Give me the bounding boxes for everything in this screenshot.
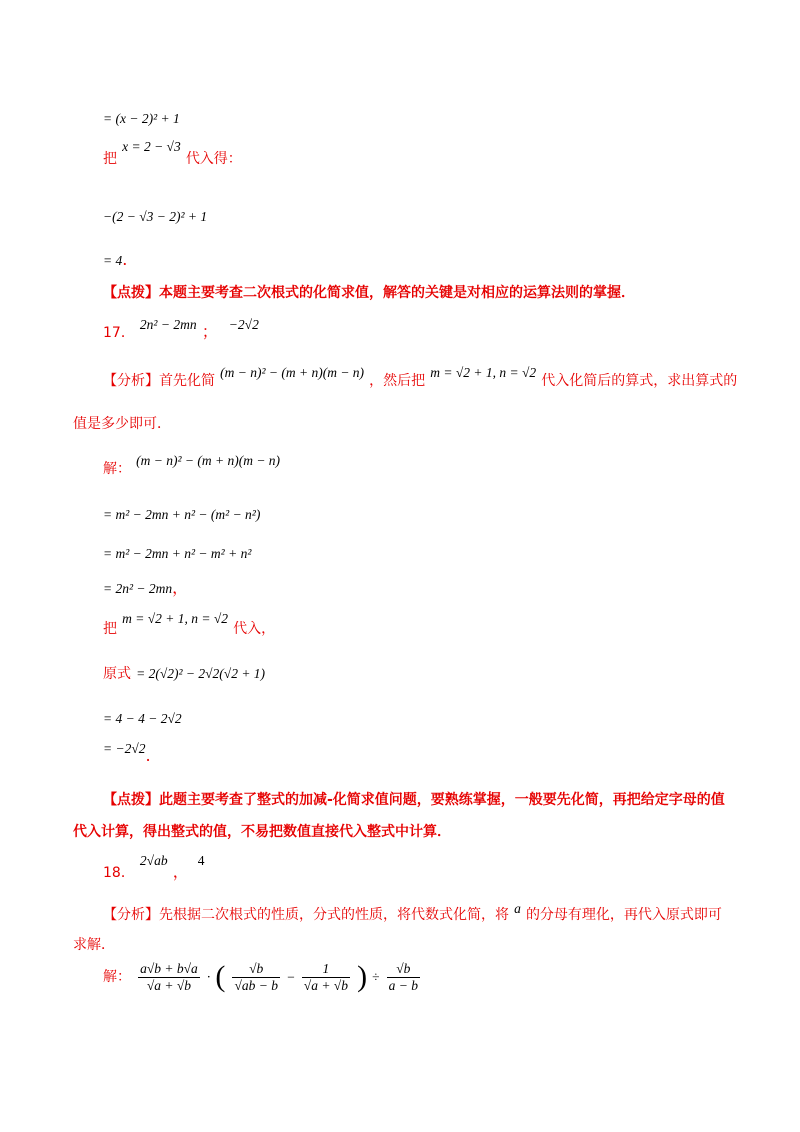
- q17-note-line-2: 代入计算，得出整式的值，不易把数值直接代入整式中计算．: [73, 824, 451, 840]
- q17-analysis-middle: ，然后把: [369, 373, 426, 389]
- q18-fraction-4-numerator: √b: [387, 962, 420, 978]
- q17-substitution-line: [103, 611, 276, 637]
- q17-substitution-suffix: 代入，: [233, 621, 276, 637]
- q17-answer-1: 2n² − 2mn: [139, 317, 197, 332]
- q18-fraction-1-denominator: √a + √b: [146, 977, 192, 993]
- q17-original-line: [103, 665, 265, 681]
- q18-separator: ，: [172, 862, 189, 881]
- q17-note-line-1: 【点拨】此题主要考查了整式的加减-化简求值问题，要熟练掌握，一般要先化简，再把给定字母的值: [103, 792, 725, 808]
- q18-divide-sign: ÷: [372, 969, 380, 985]
- q18-fraction-3: [302, 962, 350, 992]
- q17-solution-line-1: [103, 452, 281, 477]
- substitution-suffix: 代入得：: [185, 151, 242, 167]
- q18-fraction-3-numerator: 1: [302, 962, 350, 978]
- q17-solution-line-3: = m² − 2mn + n² − m² + n²: [103, 546, 252, 561]
- equation-result: = 4: [103, 253, 123, 268]
- q18-multiply-dot: ·: [206, 969, 211, 985]
- q17-result-final: = −2√2: [103, 741, 146, 756]
- q17-separator: ；: [201, 322, 218, 341]
- q18-fraction-2-denominator: √ab − b: [234, 977, 278, 993]
- q17-simplified-comma: ，: [172, 578, 189, 597]
- q17-analysis-expression: (m − n)² − (m + n)(m − n): [220, 365, 365, 380]
- q17-solution-expression: (m − n)² − (m + n)(m − n): [136, 453, 281, 468]
- q18-analysis-line-1: [103, 901, 722, 923]
- q18-fraction-2-numerator: √b: [232, 962, 280, 978]
- q17-result-period: .: [145, 746, 151, 765]
- equation-result-period: .: [122, 250, 128, 269]
- q18-analysis-variable: a: [514, 901, 521, 916]
- q18-left-paren: (: [215, 960, 226, 993]
- q18-answer-2: 4: [197, 853, 205, 868]
- q17-original-expression: = 2(√2)² − 2√2(√2 + 1): [136, 666, 266, 681]
- q17-analysis-line-2: 值是多少即可．: [73, 416, 171, 432]
- q18-analysis-suffix: 的分母有理化，再代入原式即可: [525, 907, 722, 923]
- substitution-line-1: [103, 139, 242, 167]
- q18-fraction-1: [138, 962, 200, 992]
- q18-right-paren: ): [357, 960, 368, 993]
- q17-analysis-values: m = √2 + 1, n = √2: [430, 365, 537, 380]
- q17-result-line-1: = 4 − 4 − 2√2: [103, 711, 182, 726]
- q17-analysis-line-1: [103, 365, 738, 389]
- q17-simplified: = 2n² − 2mn: [103, 581, 173, 596]
- q18-analysis-line-2: 求解．: [73, 937, 115, 953]
- note-line-top: 【点拨】本题主要考查二次根式的化简求值，解答的关键是对相应的运算法则的掌握．: [103, 285, 635, 301]
- q18-answer-line: [103, 852, 205, 881]
- substitution-math: x = 2 − √3: [122, 139, 181, 154]
- q17-analysis-suffix: 代入化简后的算式，求出算式的: [541, 373, 738, 389]
- q18-fraction-4-denominator: a − b: [388, 977, 419, 993]
- q18-fraction-2: [232, 962, 280, 992]
- q18-fraction-4: [387, 962, 420, 992]
- q17-substitution-values: m = √2 + 1, n = √2: [122, 611, 228, 626]
- q17-solution-line-2: = m² − 2mn + n² − (m² − n²): [103, 507, 261, 522]
- q18-analysis-prefix: 【分析】先根据二次根式的性质，分式的性质，将代数式化简，将: [103, 907, 509, 923]
- equation-line-4: [103, 252, 127, 268]
- q18-fraction-3-denominator: √a + √b: [303, 977, 348, 993]
- q17-analysis-prefix: 【分析】首先化简: [103, 373, 215, 389]
- q17-solution-line-4: [103, 580, 188, 596]
- q17-original-label: 原式: [103, 666, 131, 682]
- substitution-prefix: 把: [103, 151, 117, 167]
- q18-answer-1: 2√ab: [139, 853, 168, 868]
- q18-solution-line: [103, 962, 422, 992]
- q18-minus-sign: −: [287, 969, 295, 985]
- q18-number: 18．: [103, 865, 135, 881]
- q17-answer-2: −2√2: [228, 317, 259, 332]
- equation-line-3: −(2 − √3 − 2)² + 1: [103, 209, 208, 224]
- q17-solution-label: 解：: [103, 461, 131, 477]
- q17-substitution-prefix: 把: [103, 621, 117, 637]
- q17-result-line-2: [103, 740, 151, 765]
- q17-number: 17．: [103, 325, 135, 341]
- equation-line-1: = (x − 2)² + 1: [103, 111, 180, 126]
- q18-fraction-1-numerator: a√b + b√a: [140, 961, 198, 976]
- q17-answer-line: [103, 316, 259, 341]
- q18-solution-label: 解：: [103, 969, 131, 985]
